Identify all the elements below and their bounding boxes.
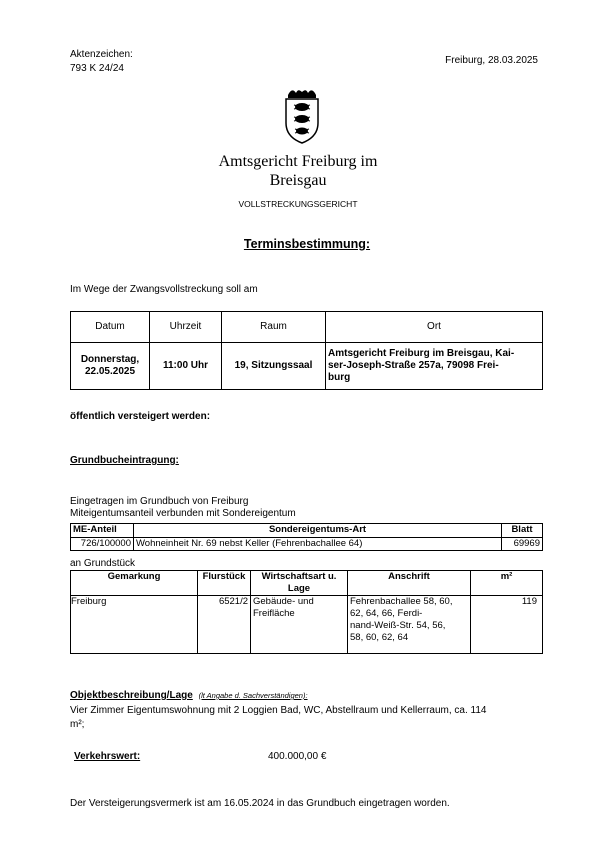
intro-text: Im Wege der Zwangsvollstreckung soll am — [70, 284, 258, 295]
object-description — [70, 704, 540, 732]
object-description-line2: m²; — [70, 719, 85, 730]
share-value: 726/100000 — [71, 538, 134, 551]
share-header-share: ME-Anteil — [71, 524, 134, 538]
object-description-line1: Vier Zimmer Eigentumswohnung mit 2 Loggien Bad, WC, Abstellraum und Kellerraum, ca. 114 — [70, 705, 487, 716]
appointment-row — [71, 343, 543, 390]
appointment-header-row — [71, 312, 543, 343]
share-header-row — [71, 524, 543, 538]
appointment-room: 19, Sitzungssaal — [222, 343, 326, 390]
file-reference-label: Aktenzeichen: — [70, 49, 133, 60]
land-register-line1: Eingetragen im Grundbuch von Freiburg — [70, 496, 249, 507]
plot-address-line: 62, 64, 66, Ferdi- — [350, 608, 423, 619]
coat-of-arms-icon — [280, 85, 324, 145]
share-header-type: Sondereigentums-Art — [134, 524, 502, 538]
plot-header-address: Anschrift — [348, 571, 471, 596]
plot-header-parcel: Flurstück — [198, 571, 251, 596]
plot-row — [71, 596, 543, 654]
file-reference-value: 793 K 24/24 — [70, 63, 124, 74]
object-note: (lt Angabe d. Sachverständigen): — [198, 691, 308, 700]
file-reference — [70, 48, 133, 76]
plot-header-row — [71, 571, 543, 596]
appointment-date-line1: Donnerstag, — [80, 354, 140, 365]
appointment-date-line2: 22.05.2025 — [84, 366, 136, 377]
header-time: Uhrzeit — [150, 312, 222, 343]
share-row — [71, 538, 543, 551]
plot-label: an Grundstück — [70, 558, 136, 569]
plot-address — [348, 596, 471, 654]
land-register-line2: Miteigentumsanteil verbunden mit Sondereigentum — [70, 508, 296, 519]
appointment-place-line3: burg — [328, 372, 351, 383]
place-date: Freiburg, 28.03.2025 — [445, 55, 538, 66]
object-heading: Objektbeschreibung/Lage — [70, 690, 193, 701]
share-type: Wohneinheit Nr. 69 nebst Keller (Fehrenbachallee 64) — [134, 538, 502, 551]
appointment-table — [70, 311, 543, 390]
share-table — [70, 523, 543, 551]
appointment-place-line2: ser-Joseph-Straße 257a, 79098 Frei- — [328, 360, 499, 371]
header-date: Datum — [71, 312, 150, 343]
appointment-date — [71, 343, 150, 390]
plot-table — [70, 570, 543, 654]
object-heading-line — [70, 690, 308, 701]
market-value-label: Verkehrswert: — [74, 751, 141, 762]
share-sheet: 69969 — [502, 538, 543, 551]
plot-usage: Gebäude- und Freifläche — [251, 596, 348, 654]
auction-statement: öffentlich versteigert werden: — [70, 411, 211, 422]
document-title: Terminsbestimmung: — [243, 237, 371, 251]
court-name-line1: Amtsgericht Freiburg im — [218, 153, 378, 170]
plot-parcel: 6521/2 — [198, 596, 251, 654]
plot-header-district: Gemarkung — [71, 571, 198, 596]
plot-header-area: m² — [471, 571, 543, 596]
market-value-amount: 400.000,00 € — [268, 751, 327, 762]
appointment-place-line1: Amtsgericht Freiburg im Breisgau, Kai- — [328, 348, 515, 359]
share-header-sheet: Blatt — [502, 524, 543, 538]
court-name-line2: Breisgau — [269, 172, 327, 189]
land-register-text — [70, 496, 296, 520]
plot-area: 119 — [471, 596, 543, 654]
court-name — [0, 152, 596, 190]
appointment-time: 11:00 Uhr — [150, 343, 222, 390]
appointment-place — [326, 343, 543, 390]
plot-district: Freiburg — [71, 596, 198, 654]
header-place: Ort — [326, 312, 543, 343]
plot-address-line: nand-Weiß-Str. 54, 56, — [350, 620, 446, 631]
department: VOLLSTRECKUNGSGERICHT — [238, 199, 358, 209]
plot-header-usage: Wirtschaftsart u. Lage — [251, 571, 348, 596]
footer-note: Der Versteigerungsvermerk ist am 16.05.2024 in das Grundbuch eingetragen worden. — [70, 798, 450, 809]
plot-address-line: 58, 60, 62, 64 — [350, 632, 409, 643]
land-register-heading: Grundbucheintragung: — [70, 455, 179, 466]
plot-address-line: Fehrenbachallee 58, 60, — [350, 596, 453, 607]
header-room: Raum — [222, 312, 326, 343]
